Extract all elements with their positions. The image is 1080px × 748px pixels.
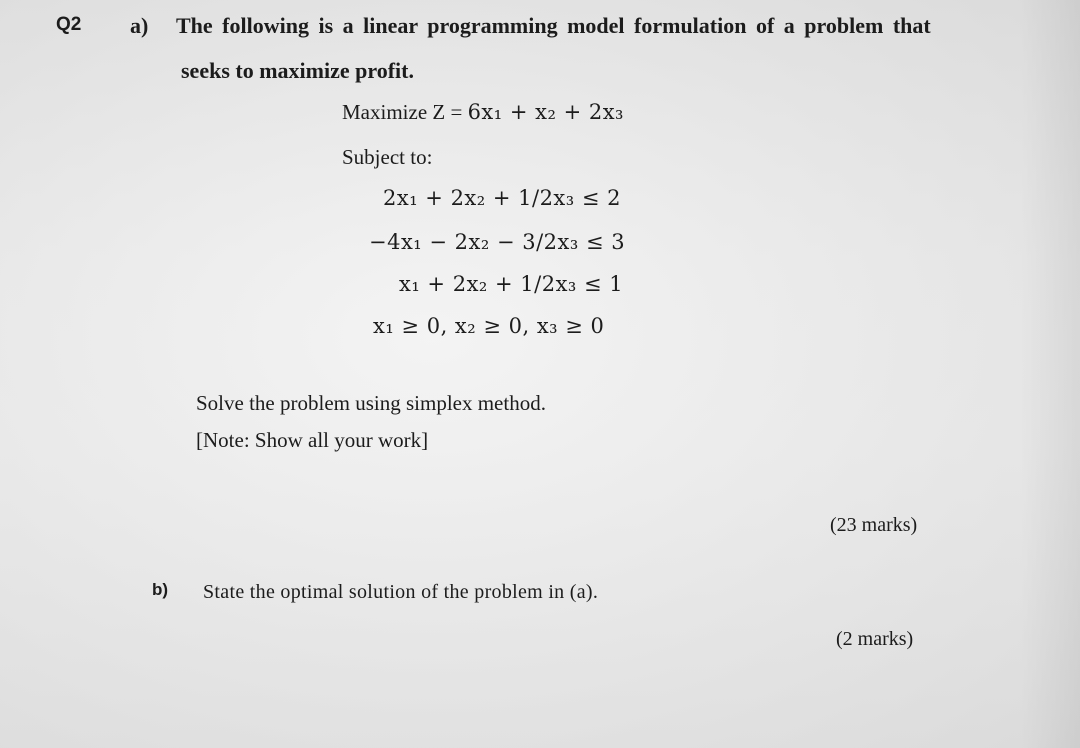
part-b-label: b) bbox=[152, 580, 169, 599]
question-number: Q2 bbox=[56, 14, 82, 35]
constraint-2: −4x₁ − 2x₂ − 3/2x₃ ≤ 3 bbox=[369, 230, 626, 254]
part-a-instruction: Solve the problem using simplex method. bbox=[196, 391, 546, 415]
part-a-note: [Note: Show all your work] bbox=[196, 428, 429, 452]
part-a-intro-line2: seeks to maximize profit. bbox=[181, 58, 414, 83]
part-b-text: State the optimal solution of the problem in (a). bbox=[203, 581, 599, 603]
constraint-1: 2x₁ + 2x₂ + 1/2x₃ ≤ 2 bbox=[383, 186, 622, 210]
part-b-marks: (2 marks) bbox=[836, 628, 914, 650]
objective-prefix: Maximize Z = bbox=[342, 100, 468, 124]
part-a-label: a) bbox=[130, 13, 149, 38]
part-a-intro-line1: The following is a linear programming model formulation of a problem that bbox=[176, 13, 931, 38]
objective-function bbox=[342, 100, 624, 125]
objective-expression: 6x₁ + x₂ + 2x₃ bbox=[467, 100, 624, 124]
part-a-marks: (23 marks) bbox=[830, 514, 918, 536]
nonnegativity-constraint: x₁ ≥ 0, x₂ ≥ 0, x₃ ≥ 0 bbox=[373, 314, 605, 338]
constraint-3: x₁ + 2x₂ + 1/2x₃ ≤ 1 bbox=[399, 272, 624, 296]
subject-to-label: Subject to: bbox=[342, 145, 433, 169]
